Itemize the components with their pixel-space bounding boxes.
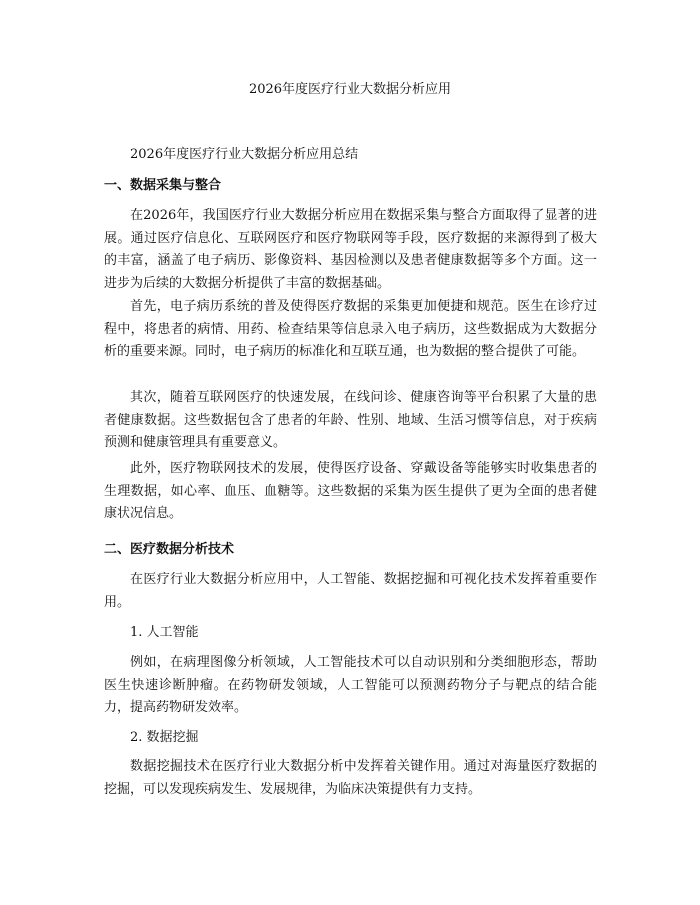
- section-heading-data-collection: 一、数据采集与整合: [104, 178, 222, 193]
- paragraph: 其次，随着互联网医疗的快速发展，在线问诊、健康咨询等平台积累了大量的患者健康数据。这些数据包含了患者的年龄、性别、地域、生活习惯等信息，对于疾病预测和健康管理具有重要意义。: [104, 390, 597, 450]
- paragraph: 首先，电子病历系统的普及使得医疗数据的采集更加便捷和规范。医生在诊疗过程中，将患者的病情、用药、检查结果等信息录入电子病历，这些数据成为大数据分析的重要来源。同时，电子病历的标准化和互联互通，也为数据的整合提供了可能。: [104, 299, 597, 359]
- paragraph: 数据挖掘技术在医疗行业大数据分析中发挥着关键作用。通过对海量医疗数据的挖掘，可以发现疾病发生、发展规律，为临床决策提供有力支持。: [104, 759, 597, 797]
- paragraph: 在2026年，我国医疗行业大数据分析应用在数据采集与整合方面取得了显著的进展。通过医疗信息化、互联网医疗和医疗物联网等手段，医疗数据的来源得到了极大的丰富，涵盖了电子病历、影像资料、基因检测以及患者健康数据等多个方面。这一进步为后续的大数据分析提供了丰富的数据基础。: [104, 208, 597, 291]
- document-title: 2026年度医疗行业大数据分析应用: [248, 82, 452, 97]
- paragraph: 在医疗行业大数据分析应用中，人工智能、数据挖掘和可视化技术发挥着重要作用。: [104, 572, 597, 610]
- document-subtitle: 2026年度医疗行业大数据分析应用总结: [130, 147, 359, 162]
- list-item-label-ai: 1. 人工智能: [130, 625, 199, 640]
- paragraph: 此外，医疗物联网技术的发展，使得医疗设备、穿戴设备等能够实时收集患者的生理数据，如心率、血压、血糖等。这些数据的采集为医生提供了更为全面的患者健康状况信息。: [104, 461, 597, 521]
- list-item-label-data-mining: 2. 数据挖掘: [130, 730, 199, 745]
- section-heading-data-analysis: 二、医疗数据分析技术: [104, 542, 235, 557]
- paragraph: 例如，在病理图像分析领域，人工智能技术可以自动识别和分类细胞形态，帮助医生快速诊断肿瘤。在药物研发领域，人工智能可以预测药物分子与靶点的结合能力，提高药物研发效率。: [104, 655, 597, 715]
